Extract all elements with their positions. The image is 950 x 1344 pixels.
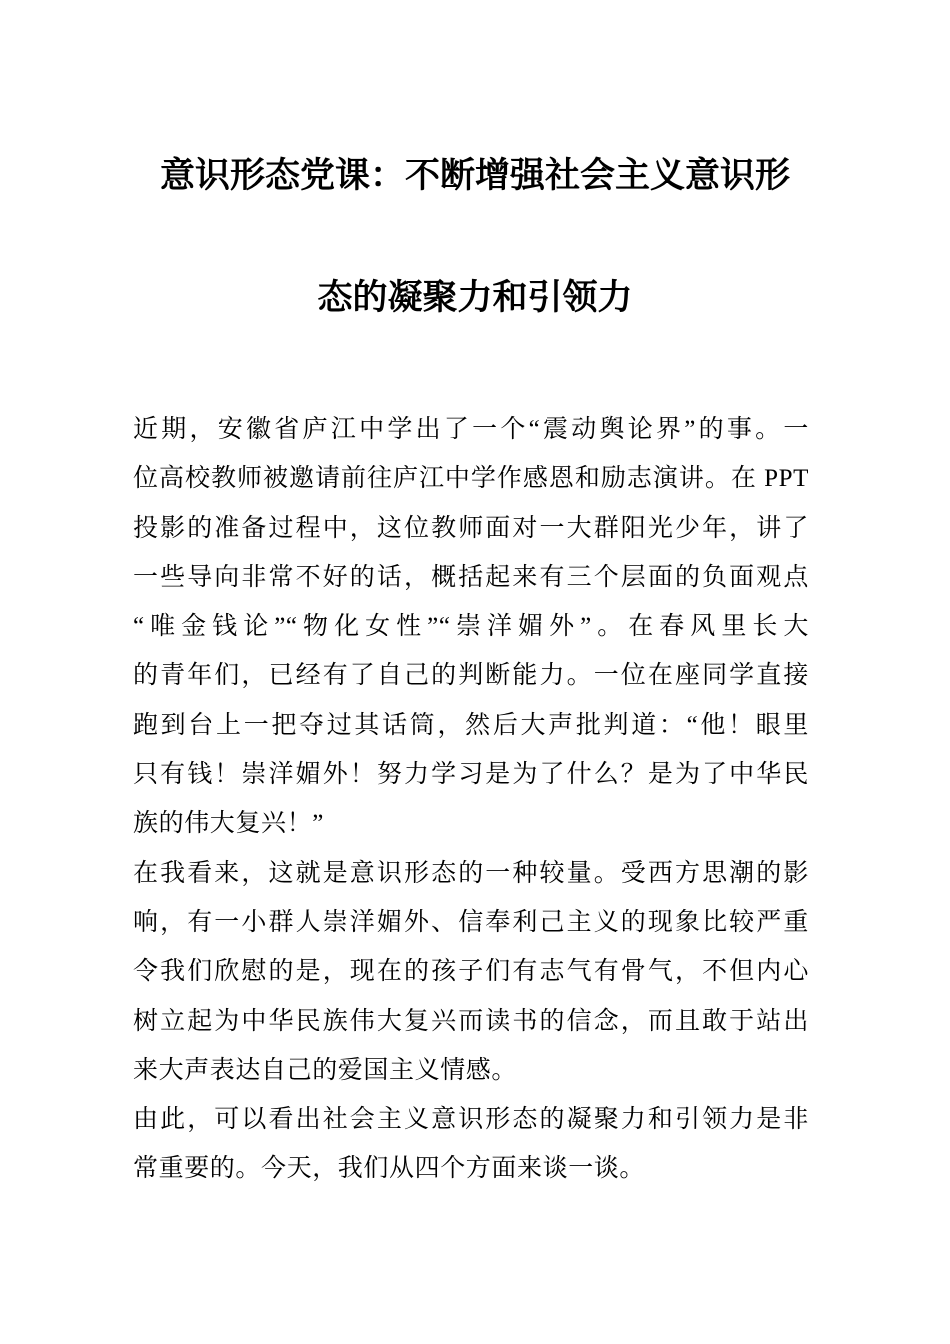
document-title-line-2: 态的凝聚力和引领力: [317, 278, 633, 317]
body-line: 响，有一小群人崇洋媚外、信奉利己主义的现象比较严重: [133, 908, 809, 936]
body-line: 只有钱！崇洋媚外！努力学习是为了什么？是为了中华民: [133, 761, 809, 789]
body-line: 近期，安徽省庐江中学出了一个“震动舆论界”的事。一: [133, 416, 809, 443]
document-body: [133, 405, 809, 1194]
body-line: 跑到台上一把夺过其话筒，然后大声批判道：“他！眼里: [133, 711, 809, 739]
body-line: 投影的准备过程中，这位教师面对一大群阳光少年，讲了: [133, 514, 809, 542]
body-line: 的青年们，已经有了自己的判断能力。一位在座同学直接: [133, 662, 809, 690]
body-line: 位高校教师被邀请前往庐江中学作感恩和励志演讲。在 PPT: [133, 465, 809, 493]
body-line: 在我看来，这就是意识形态的一种较量。受西方思潮的影: [133, 859, 809, 887]
body-line: 令我们欣慰的是，现在的孩子们有志气有骨气，不但内心: [133, 958, 809, 986]
body-line paragraph-end: 族的伟大复兴！”: [133, 810, 324, 838]
body-line paragraph-end: 常重要的。今天，我们从四个方面来谈一谈。: [133, 1155, 646, 1183]
body-line: 由此，可以看出社会主义意识形态的凝聚力和引领力是非: [133, 1106, 809, 1134]
body-line: “唯金钱论”“物化女性”“崇洋媚外”。在春风里长大: [133, 613, 809, 641]
body-line paragraph-end: 来大声表达自己的爱国主义情感。: [133, 1056, 518, 1084]
document-title-line-1: 意识形态党课：不断增强社会主义意识形: [159, 156, 790, 195]
body-line: 树立起为中华民族伟大复兴而读书的信念，而且敢于站出: [133, 1007, 809, 1035]
body-line: 一些导向非常不好的话，概括起来有三个层面的负面观点: [133, 563, 809, 591]
